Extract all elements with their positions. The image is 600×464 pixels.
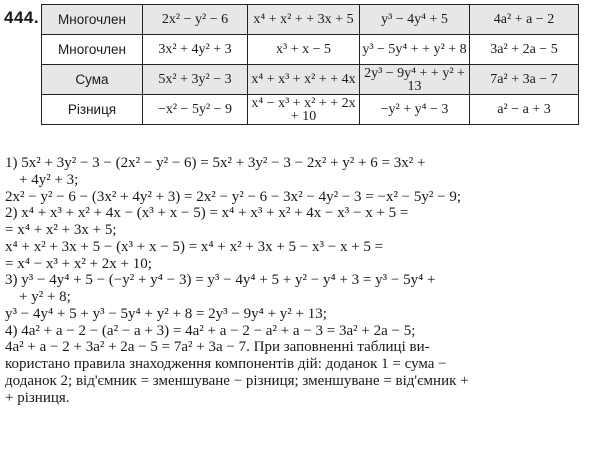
table-row bbox=[42, 5, 579, 35]
table-row bbox=[42, 95, 579, 125]
solution-line: 4a² + a − 2 + 3a² + 2a − 5 = 7a² + 3a − 7. При заповненні таблиці ви- bbox=[5, 339, 430, 356]
row-label: Многочлен bbox=[42, 5, 143, 35]
table-cell: x⁴ + x³ + x² + + 4x bbox=[248, 65, 360, 95]
solution-line: = x⁴ + x² + 3x + 5; bbox=[5, 222, 117, 238]
table-cell: 3x² + 4y² + 3 bbox=[143, 35, 248, 65]
solution-line: доданок 2; від'ємник = зменшуване − різниця; зменшуване = від'ємник + bbox=[5, 372, 469, 389]
solution-line: 3) y³ − 4y⁴ + 5 − (−y² + y⁴ − 3) = y³ − 4y⁴ + 5 + y² − y⁴ + 3 = y³ − 5y⁴ + bbox=[5, 272, 436, 289]
table-cell: x⁴ + x² + + 3x + 5 bbox=[248, 5, 360, 35]
solution-line: y³ − 4y⁴ + 5 + y³ − 5y⁴ + y² + 8 = 2y³ − 9y⁴ + y² + 13; bbox=[5, 305, 327, 322]
table-cell: y³ − 5y⁴ + + y² + 8 bbox=[360, 35, 470, 65]
row-label: Многочлен bbox=[42, 35, 143, 65]
problem-number: 444. bbox=[4, 8, 40, 27]
solution-line: 4) 4a² + a − 2 − (a² − a + 3) = 4a² + a − 2 − a² + a − 3 = 3a² + 2a − 5; bbox=[5, 322, 416, 339]
table-cell: 2y³ − 9y⁴ + + y² + 13 bbox=[360, 65, 470, 95]
solution-line: 2x² − y² − 6 − (3x² + 4y² + 3) = 2x² − y² − 6 − 3x² − 4y² − 3 = −x² − 5y² − 9; bbox=[5, 188, 462, 205]
table-cell: 2x² − y² − 6 bbox=[143, 5, 248, 35]
polynomial-table bbox=[41, 4, 579, 125]
solution-line: = x⁴ − x³ + x² + 2x + 10; bbox=[5, 255, 152, 272]
table-cell: a² − a + 3 bbox=[470, 95, 579, 125]
solution-line: 1) 5x² + 3y² − 3 − (2x² − y² − 6) = 5x² + 3y² − 3 − 2x² + y² + 6 = 3x² + bbox=[5, 155, 426, 171]
row-label: Сума bbox=[42, 65, 143, 95]
table-cell: 7a² + 3a − 7 bbox=[470, 65, 579, 95]
solution-text bbox=[5, 155, 595, 406]
table-cell: 5x² + 3y² − 3 bbox=[143, 65, 248, 95]
solution-line: користано правила знаходження компонентів дій: доданок 1 = сума − bbox=[5, 356, 447, 372]
table-cell: 4a² + a − 2 bbox=[470, 5, 579, 35]
table-row bbox=[42, 65, 579, 95]
table-row bbox=[42, 35, 579, 65]
solution-line: + y² + 8; bbox=[19, 289, 71, 305]
solution-line: 2) x⁴ + x³ + x² + 4x − (x³ + x − 5) = x⁴ + x³ + x² + 4x − x³ − x + 5 = bbox=[5, 205, 409, 222]
table-cell: −y² + y⁴ − 3 bbox=[360, 95, 470, 125]
table-cell: y³ − 4y⁴ + 5 bbox=[360, 5, 470, 35]
table-cell: −x² − 5y² − 9 bbox=[143, 95, 248, 125]
table-cell: 3a² + 2a − 5 bbox=[470, 35, 579, 65]
solution-line: x⁴ + x² + 3x + 5 − (x³ + x − 5) = x⁴ + x² + 3x + 5 − x³ − x + 5 = bbox=[5, 238, 384, 255]
solution-line: + різниця. bbox=[5, 389, 70, 406]
table-cell: x⁴ − x³ + x² + + 2x + 10 bbox=[248, 95, 360, 125]
table-cell: x³ + x − 5 bbox=[248, 35, 360, 65]
row-label: Різниця bbox=[42, 95, 143, 125]
solution-line: + 4y² + 3; bbox=[19, 171, 79, 188]
